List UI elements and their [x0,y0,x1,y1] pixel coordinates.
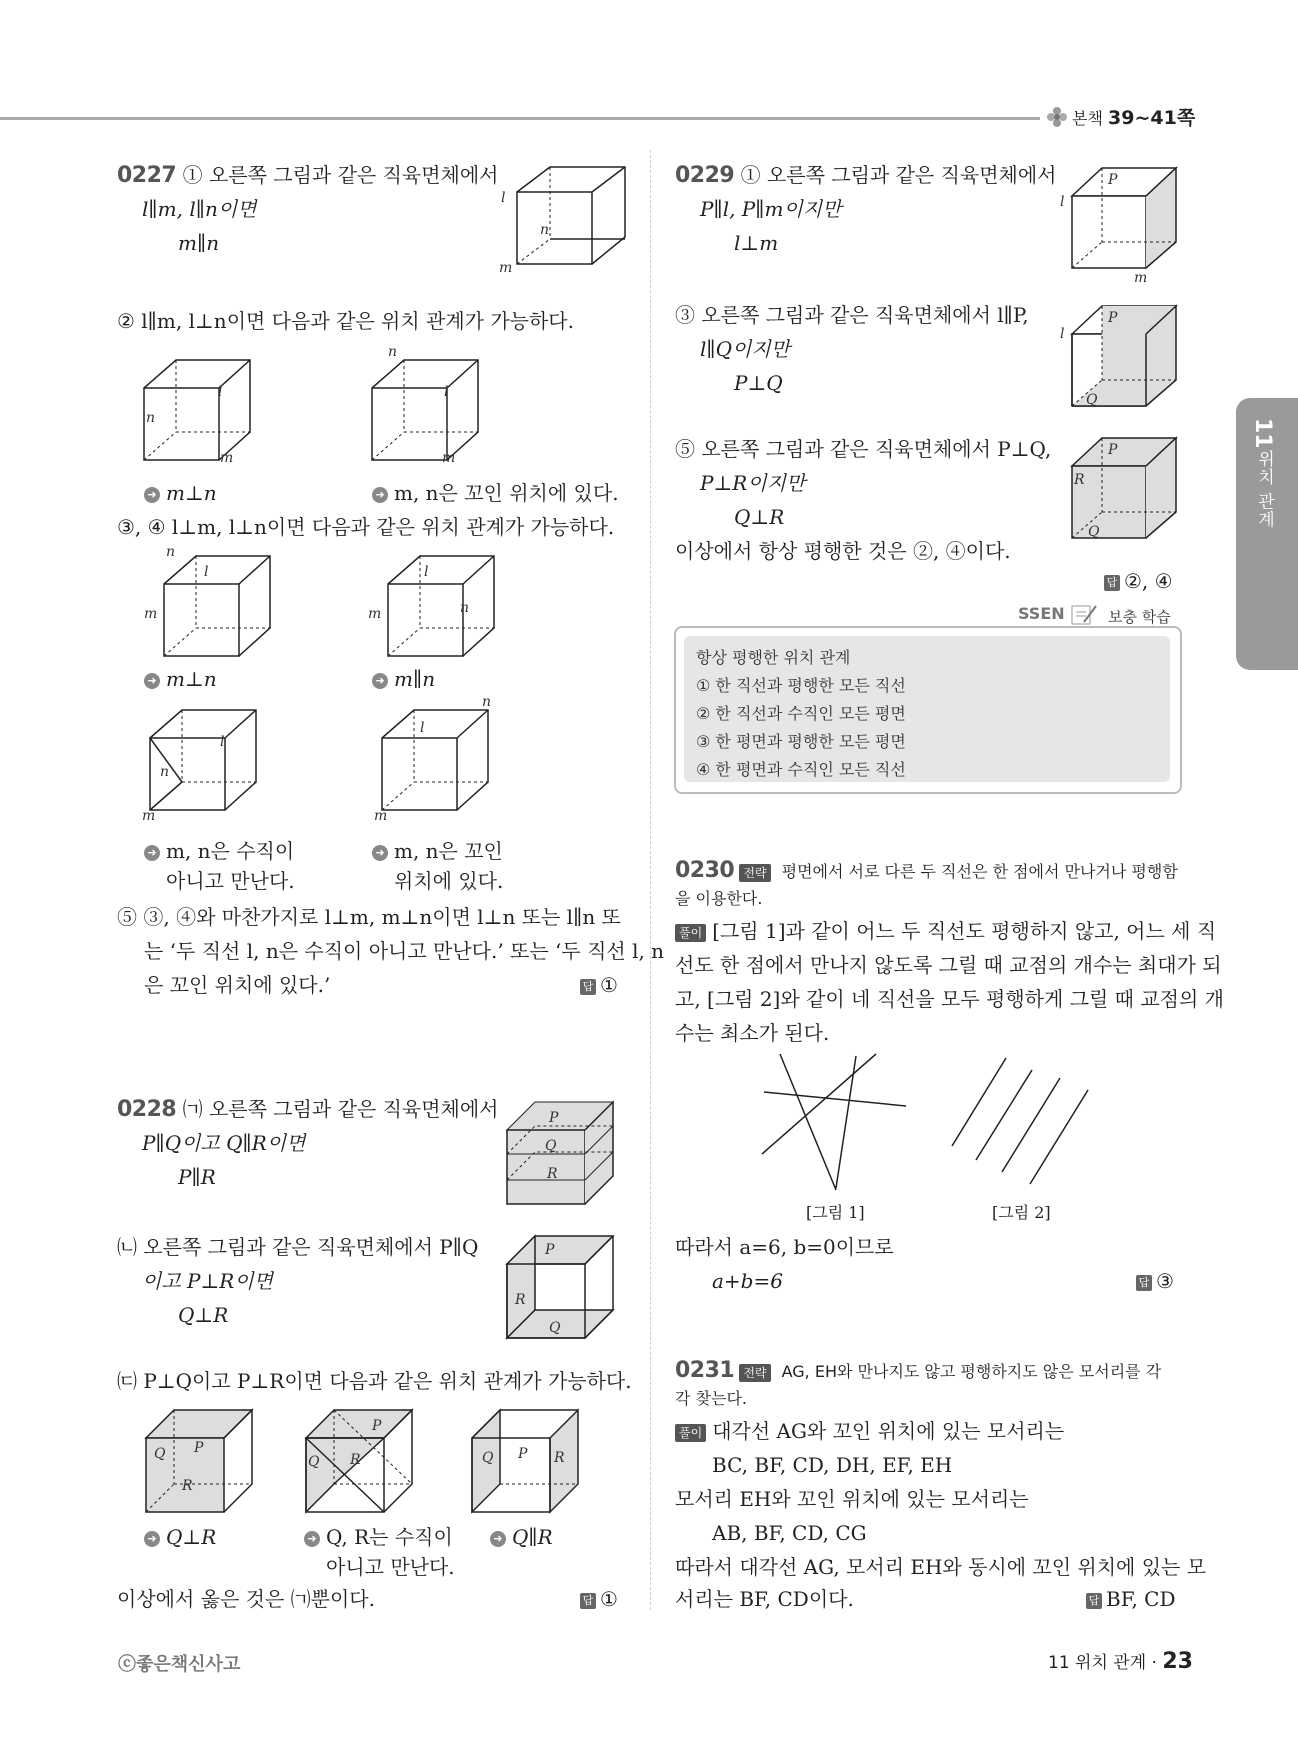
answer-text: ① [600,1587,618,1611]
svg-text:n: n [482,694,492,710]
arrow-icon: ➜ [144,673,160,689]
problem-0228-line2: P∥Q이고 Q∥R이면 [142,1131,306,1155]
problem-0229-line3: l⊥m [734,231,779,255]
arrow-icon: ➜ [372,673,388,689]
caption-0227-5b: 아니고 만난다. [166,869,295,893]
caption-text: Q⊥R [166,1525,217,1549]
svg-text:Q: Q [1088,524,1100,540]
ref-label: 본책 [1072,109,1103,128]
problem-0231-strategy [675,1358,1161,1385]
cube-0228-3c [470,1406,580,1516]
cube-0227-3a [144,544,270,662]
svg-text:Q: Q [549,1320,561,1336]
svg-text:n: n [540,222,550,238]
svg-text:m: m [374,808,388,824]
problem-0229-line10: 이상에서 항상 평행한 것은 ②, ④이다. [675,539,1011,563]
problem-0227-line1 [117,160,499,191]
answer-icon: 답 [1136,1275,1152,1291]
svg-text:R: R [515,1292,526,1308]
svg-text:l: l [218,384,223,400]
svg-text:m: m [144,606,158,622]
arrow-icon: ➜ [372,845,388,861]
problem-0228-line5: 이고 P⊥R이면 [142,1269,273,1293]
caption-0228-2 [304,1522,453,1552]
problem-0228-line8: 이상에서 옳은 것은 ㈀뿐이다. [117,1587,375,1611]
footer-page-info [1048,1648,1193,1674]
problem-0229-line4: ③ 오른쪽 그림과 같은 직육면체에서 l∥P, [675,303,1029,327]
figure-1-lines [760,1050,910,1190]
arrow-icon: ➜ [304,1531,320,1547]
header-ref [1072,106,1195,131]
figure-2-lines [950,1056,1120,1186]
problem-0230-strategy2: 을 이용한다. [675,889,763,908]
svg-text:P: P [1108,310,1118,326]
svg-text:P: P [1108,172,1118,188]
strategy-tag: 전략 [739,864,770,882]
problem-0229-line6: P⊥Q [734,371,783,395]
problem-number: 0231 [675,1358,735,1383]
svg-text:P: P [549,1110,559,1126]
caption-0227-3 [144,664,217,694]
svg-text:P: P [372,1418,382,1434]
problem-0229-line7: ⑤ 오른쪽 그림과 같은 직육면체에서 P⊥Q, [675,437,1052,461]
svg-text:m: m [442,450,456,466]
svg-text:n: n [460,600,470,616]
text: [그림 1]과 같이 어느 두 직선도 평행하지 않고, 어느 세 직 [712,919,1217,943]
svg-text:P: P [545,1242,555,1258]
caption-text: Q, R는 수직이 [326,1525,453,1549]
ref-pages: 39~41쪽 [1108,107,1196,129]
text: ① 오른쪽 그림과 같은 직육면체에서 [182,163,499,187]
answer-icon: 답 [580,979,596,995]
ssen-title: 항상 평행한 위치 관계 [696,648,851,667]
caption-text: m⊥n [166,667,217,691]
svg-text:l: l [444,384,449,400]
caption-text: m, n은 수직이 [166,839,295,863]
svg-text:P: P [518,1446,528,1462]
ssen-item: ① 한 직선과 평행한 모든 직선 [696,676,906,695]
solution-tag: 풀이 [675,924,706,942]
answer-0227 [580,970,618,1000]
cube-0227-2a [140,356,250,466]
problem-0231-strategy2: 각 찾는다. [675,1389,747,1408]
svg-text:R: R [182,1478,193,1494]
answer-icon: 답 [1086,1593,1102,1609]
problem-0228-line6: Q⊥R [178,1303,229,1327]
svg-text:l: l [220,734,225,750]
answer-0228 [580,1584,618,1614]
answer-text: ① [600,973,618,997]
svg-text:Q: Q [1086,392,1098,408]
footer-chapter: 11 위치 관계 [1048,1653,1147,1673]
problem-0231-sol5: 따라서 대각선 AG, 모서리 EH와 동시에 꼬인 위치에 있는 모 [675,1555,1207,1579]
svg-text:m: m [368,606,382,622]
footer-separator: · [1151,1653,1163,1673]
problem-0228-line3: P∥R [178,1165,216,1189]
problem-0229-line2: P∥l, P∥m이지만 [700,197,842,221]
problem-0230-sol6: a+b=6 [712,1269,783,1293]
svg-text:n: n [166,544,176,560]
strategy-tag: 전략 [739,1364,770,1382]
problem-0231-sol1 [675,1416,1064,1446]
problem-0228-line7: ㈂ P⊥Q이고 P⊥R이면 다음과 같은 위치 관계가 가능하다. [117,1369,632,1393]
svg-text:m: m [220,450,234,466]
svg-text:n: n [146,410,156,426]
svg-text:l: l [204,564,209,580]
arrow-icon: ➜ [144,487,160,503]
chapter-title: 위치 관계 [1254,450,1274,529]
text: ① 오른쪽 그림과 같은 직육면체에서 [740,163,1057,187]
svg-text:l: l [1060,326,1065,342]
svg-text:Q: Q [154,1446,166,1462]
answer-text: ③ [1156,1269,1174,1293]
svg-text:l: l [501,190,506,206]
problem-0231-sol6: 서리는 BF, CD이다. [675,1587,854,1611]
caption-0227-6 [372,836,503,866]
caption-0227-2 [372,478,619,508]
figure-2-caption: [그림 2] [992,1203,1051,1222]
cube-0228-3b [304,1406,414,1516]
cube-0228-3a [144,1406,254,1516]
ssen-label: 보충 학습 [1108,608,1171,626]
svg-text:Q: Q [545,1138,557,1154]
column-divider [650,150,651,1610]
problem-0230-sol1 [675,916,1216,946]
svg-text:P: P [1108,442,1118,458]
cube-0228-2 [505,1232,615,1342]
caption-text: m∥n [394,667,436,691]
problem-0227-line6: ⑤ ③, ④와 마찬가지로 l⊥m, m⊥n이면 l⊥n 또는 l∥n 또 [117,905,621,929]
cube-0228-1 [505,1098,615,1208]
footer-publisher: ⓒ좋은책신사고 [118,1654,241,1675]
svg-text:n: n [160,764,170,780]
svg-text:l: l [420,720,425,736]
figure-1-caption: [그림 1] [806,1203,865,1222]
arrow-icon: ➜ [372,487,388,503]
svg-text:m: m [1134,270,1148,286]
svg-text:R: R [1074,472,1085,488]
caption-0227-1 [144,478,217,508]
problem-0231-sol2: BC, BF, CD, DH, EF, EH [712,1453,953,1477]
svg-text:Q: Q [308,1454,320,1470]
problem-0228-line4: ㈁ 오른쪽 그림과 같은 직육면체에서 P∥Q [117,1235,479,1259]
cube-0227-2b [368,344,478,466]
text: ㈀ 오른쪽 그림과 같은 직육면체에서 [182,1097,499,1121]
header-rule [0,117,1040,120]
ssen-inner [684,636,1170,782]
arrow-icon: ➜ [144,845,160,861]
answer-text: ②, ④ [1124,569,1173,593]
caption-0228-3 [490,1522,553,1552]
problem-0231-sol3: 모서리 EH와 꼬인 위치에 있는 모서리는 [675,1487,1029,1511]
cube-0229-1 [1060,166,1178,286]
answer-0230 [1136,1266,1174,1296]
chapter-number: 11 [1250,418,1275,449]
problem-0227-line7: 는 ‘두 직선 l, n은 수직이 아니고 만난다.’ 또는 ‘두 직선 l, n [144,939,665,963]
caption-0227-5 [144,836,294,866]
arrow-icon: ➜ [490,1531,506,1547]
caption-text: m⊥n [166,481,217,505]
cube-0227-1 [499,162,625,276]
problem-0230-sol2: 선도 한 점에서 만나지 않도록 그릴 때 교점의 개수는 최대가 되 [675,953,1222,977]
answer-icon: 답 [1104,575,1120,591]
cube-0229-5 [1068,436,1178,544]
ssen-item: ② 한 직선과 수직인 모든 평면 [696,704,906,723]
problem-0229-line9: Q⊥R [734,505,785,529]
ssen-supplement-box [674,626,1182,794]
cube-0227-3d [374,694,492,824]
ssen-item: ③ 한 평면과 평행한 모든 평면 [696,732,906,751]
caption-0227-4 [372,664,435,694]
pencil-note-icon [1070,602,1098,626]
problem-number: 0227 [117,163,177,188]
cube-0229-3 [1060,304,1178,412]
arrow-icon: ➜ [144,1531,160,1547]
cube-0227-3c [142,706,256,824]
problem-0227-line8: 은 꼬인 위치에 있다.’ [144,973,331,997]
svg-text:m: m [499,260,513,276]
solution-tag: 풀이 [675,1424,706,1442]
text: 대각선 AG와 꼬인 위치에 있는 모서리는 [712,1419,1065,1443]
problem-0227-line3: m∥n [178,231,220,255]
svg-text:n: n [388,344,398,360]
problem-number: 0229 [675,163,735,188]
svg-text:R: R [350,1452,361,1468]
caption-0227-6b: 위치에 있다. [394,869,504,893]
ssen-logo: SSEN [1018,604,1065,623]
caption-text: m, n은 꼬인 위치에 있다. [394,481,619,505]
svg-text:l: l [1060,194,1065,210]
svg-text:m: m [142,808,156,824]
problem-number: 0228 [117,1097,177,1122]
problem-0229-line1 [675,160,1057,191]
problem-0230-strategy [675,858,1178,885]
answer-icon: 답 [580,1593,596,1609]
problem-0228-line1 [117,1094,499,1125]
problem-0230-sol3: 고, [그림 2]와 같이 네 직선을 모두 평행하게 그릴 때 교점의 개 [675,987,1224,1011]
svg-text:R: R [547,1166,558,1182]
caption-text: m, n은 꼬인 [394,839,503,863]
cube-0227-3b [368,552,494,662]
chapter-side-tab[interactable] [1236,398,1298,670]
caption-0228-2b: 아니고 만난다. [326,1555,455,1579]
problem-0227-line4: ② l∥m, l⊥n이면 다음과 같은 위치 관계가 가능하다. [117,309,574,333]
answer-0231 [1086,1584,1176,1614]
svg-text:l: l [424,564,429,580]
ssen-item: ④ 한 평면과 수직인 모든 직선 [696,760,906,779]
flower-icon [1046,106,1068,128]
problem-0230-sol5: 따라서 a=6, b=0이므로 [675,1235,894,1259]
strategy-text: AG, EH와 만나지도 않고 평행하지도 않은 모서리를 각 [781,1362,1162,1381]
answer-text: BF, CD [1106,1587,1176,1611]
problem-0227-line2: l∥m, l∥n이면 [142,197,257,221]
problem-0230-sol4: 수는 최소가 된다. [675,1021,830,1045]
problem-0227-line5: ③, ④ l⊥m, l⊥n이면 다음과 같은 위치 관계가 가능하다. [117,515,615,539]
svg-text:R: R [554,1450,565,1466]
answer-0229 [1104,566,1173,596]
problem-0231-sol4: AB, BF, CD, CG [712,1521,867,1545]
problem-number: 0230 [675,858,735,883]
strategy-text: 평면에서 서로 다른 두 직선은 한 점에서 만나거나 평행함 [781,862,1178,881]
footer-page-number: 23 [1162,1649,1193,1674]
caption-0228-1 [144,1522,216,1552]
problem-0229-line8: P⊥R이지만 [700,471,806,495]
svg-text:P: P [194,1440,204,1456]
svg-text:Q: Q [482,1450,494,1466]
problem-0229-line5: l∥Q이지만 [700,337,790,361]
caption-text: Q∥R [512,1525,553,1549]
